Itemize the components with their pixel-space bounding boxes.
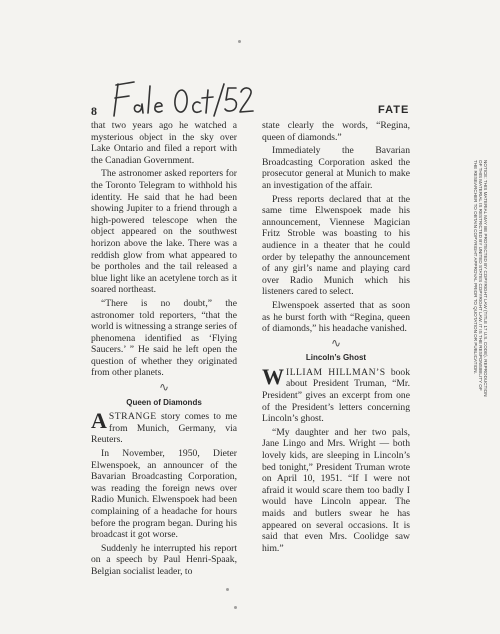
- paragraph: that two years ago he watched a mysterious object in the sky over Lake Ontario and filed a report with the Canadian Government.: [91, 120, 237, 166]
- paragraph: state clearly the words, “Regina, queen of diamonds.”: [262, 120, 410, 143]
- paragraph: Press reports declared that at the same time Elwenspoek made his announcement, Viennese Magician Fritz Stroble was boasting to his audience in a theater that he could order by telepathy the announcement of any girl’s name and playing card over Radio Munich which his listeners cared to select.: [262, 193, 410, 298]
- scan-speck: [238, 40, 241, 43]
- drop-cap: A: [91, 408, 107, 434]
- paragraph-text: story comes to me from Munich, Germany, via Reuters.: [91, 411, 237, 446]
- paragraph: Elwenspoek asserted that as soon as he burst forth with “Regina, queen of diamonds,” his headache vanished.: [262, 299, 410, 335]
- section-heading: Lincoln’s Ghost: [305, 353, 367, 363]
- column-right: [262, 120, 410, 556]
- paragraph: [91, 408, 237, 446]
- paragraph-text: book about President Truman, “Mr. President” gives an excerpt from one of the President’s letters concerning Lincoln’s ghost.: [262, 366, 410, 425]
- drop-cap: W: [262, 363, 284, 389]
- scan-speck: [226, 588, 229, 591]
- section-ornament: ∿: [158, 380, 170, 395]
- column-left: [91, 120, 237, 580]
- paragraph: “There is no doubt,” the astronomer told reporters, “that the world is witnessing a strange series of phenomena identified as ‘Flying Saucers.’ ” He said he left open the question of whether they originated from other planets.: [91, 297, 238, 379]
- running-header: FATE: [378, 104, 410, 116]
- paragraph: Suddenly he interrupted his report on a speech by Paul Henri-Spaak, Belgian socialist leader, to: [91, 542, 237, 577]
- paragraph: The astronomer asked reporters for the Toronto Telegram to withhold his identity. He said that he had been showing Jupiter to a friend through a high-powered telescope when the object appeared on the southwest horizon above the lake. There was a reddish glow from what appeared to be portholes and the tail released a blue light like an acetylene torch as it soared northeast.: [91, 168, 237, 296]
- paragraph: “My daughter and her two pals, Jane Lingo and Mrs. Wright — both lovely kids, are sleeping in Lincoln’s bed tonight,” President Truman wrote on April 10, 1951. “If I were not afraid it would scare them too badly I would have Lincoln appear. The maids and butlers swear he has appeared on several occasions. It is said that even Mrs. Coolidge saw him.”: [262, 426, 410, 554]
- copyright-margin-note: NOTICE: THIS MATERIAL MAY BE PROTECTED BY COPYRIGHT LAW (TITLE 17 U.S. CODE). REPRODUCTION OF THIS MATERIAL IS RESTRICTED BY UNITED STATES COPYRIGHT LAW. IT IS THE RESPONSIBILITY OF THE RESEARCHER TO OBTAIN COPYRIGHT APPROVAL PRIOR TO QUOTATION OR PUBLICATION.: [473, 160, 488, 397]
- page-number: 8: [91, 104, 97, 118]
- section-ornament: ∿: [330, 335, 342, 350]
- scan-speck: [234, 606, 237, 609]
- lead-caps: STRANGE: [108, 411, 157, 423]
- section-heading: Queen of Diamonds: [126, 397, 202, 407]
- lead-caps: ILLIAM HILLMAN’S: [286, 366, 386, 378]
- paragraph: In November, 1950, Dieter Elwenspoek, an announcer of the Bavarian Broadcasting Corporation, was reading the foreign news over Radio Munich. Elwenspoek had been complaining of a headache for hours before the program began. During his broadcast it got worse.: [91, 448, 237, 541]
- paragraph: Immediately the Bavarian Broadcasting Corporation asked the prosecutor general at Munich to make an investigation of the affair.: [262, 145, 410, 191]
- handwritten-note: [104, 76, 254, 126]
- paragraph: [262, 363, 410, 425]
